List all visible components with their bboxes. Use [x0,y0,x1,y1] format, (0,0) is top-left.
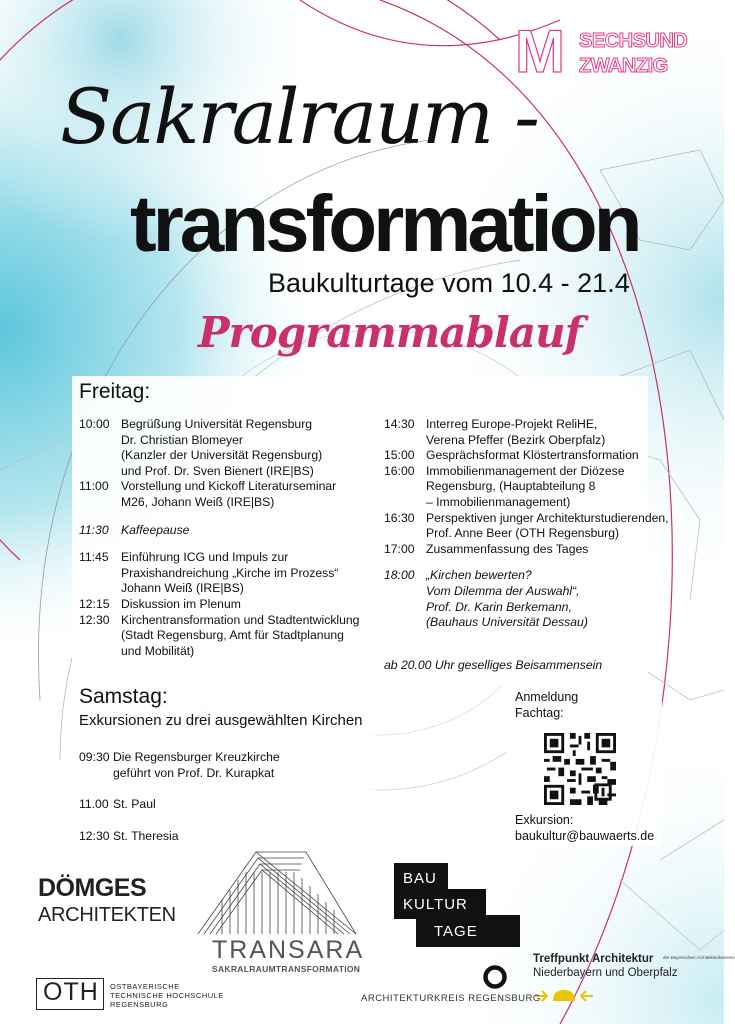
schedule-time: 12:15 [79,597,110,611]
architekturkreis-logo-text: ARCHITEKTURKREIS REGENSBURG [361,993,541,1004]
registration-label-1: Anmeldung [515,690,579,704]
domges-logo-line1: DÖMGES [38,874,147,902]
registration-email[interactable]: baukultur@bauwaerts.de [515,829,655,843]
schedule-description: St. Paul [113,797,156,812]
schedule-description: Einführung ICG und Impuls zur [121,550,289,565]
treffpunkt-logo-line2: Niederbayern und Oberpfalz [533,967,678,979]
baukultur-logo-line2: KULTUR [403,896,468,913]
schedule-time: 15:00 [384,448,415,463]
schedule-description: M26, Johann Weiß (IRE|BS) [121,494,275,509]
schedule-time: 16:00 [384,463,415,478]
schedule-time: 11:30 [79,522,109,537]
saturday-heading: Samstag: [79,685,168,708]
programm-heading: Programmablauf [198,308,582,357]
schedule-description: Vorstellung und Kickoff Literaturseminar [121,479,337,494]
architekturkreis-circle-icon [482,964,508,990]
schedule-description: geführt von Prof. Dr. Kurapkat [113,765,275,780]
schedule-description: und Prof. Dr. Sven Bienert (IRE|BS) [121,463,314,478]
schedule-time: 09:30 [79,750,110,764]
registration-label-3: Exkursion: [515,813,574,827]
schedule-time: 10:00 [79,417,110,431]
baukultur-logo-line1: BAU [403,870,437,887]
title-line-2: transformation [130,179,639,268]
schedule-description: Vom Dilemma der Auswahl“, [426,583,580,598]
schedule-time: 11.00 [79,797,109,812]
oth-logo-line1: OSTBAYERISCHE [110,982,180,991]
schedule-description: „Kirchen bewerten? [426,568,532,583]
qr-code-icon[interactable] [544,733,616,805]
schedule-description: Die Regensburger Kreuzkirche [113,750,280,764]
schedule-description: Prof. Anne Beer (OTH Regensburg) [426,526,620,541]
friday-heading: Freitag: [79,380,151,403]
schedule-description: Praxishandreichung „Kirche im Prozess“ [121,565,339,580]
schedule-time: 12:30 [79,828,110,843]
m26-logo-line1: SECHSUND [579,30,688,52]
oth-logo-line2: TECHNISCHE HOCHSCHULE [110,991,224,1000]
schedule-description: Gesprächsformat Klöstertransformation [426,448,639,463]
treffpunkt-arrows-icon [533,986,595,1006]
baukultur-logo-line3: TAGE [434,923,478,940]
schedule-description: Regensburg, (Hauptabteilung 8 [426,479,596,494]
treffpunkt-logo-line1: Treffpunkt Architektur [533,953,654,965]
schedule-description: Prof. Dr. Karin Berkemann, [426,599,572,614]
schedule-time: 17:00 [384,541,415,556]
m26-logo-letter: M [515,18,565,85]
oth-logo-text: OTH [43,978,99,1006]
schedule-description: – Immobilienmanagement) [426,494,571,509]
schedule-description: Interreg Europe-Projekt ReliHE, [426,417,598,431]
schedule-time: 14:30 [384,417,415,431]
schedule-time: 11:45 [79,550,109,565]
schedule-description: (Bauhaus Universität Dessau) [426,615,588,630]
saturday-subheading: Exkursionen zu drei ausgewählten Kirchen [79,712,363,729]
evening-note: ab 20.00 Uhr geselliges Beisammensein [384,658,603,672]
transara-logo-line1: TRANSARA [212,936,365,964]
schedule-description: Begrüßung Universität Regensburg [121,417,313,431]
schedule-description: Johann Weiß (IRE|BS) [121,581,244,596]
schedule-description: Verena Pfeffer (Bezirk Oberpfalz) [426,432,606,447]
schedule-time: 11:00 [79,479,109,494]
transara-logo-line2: SAKRALRAUMTRANSFORMATION [212,964,361,974]
domges-logo-line2: ARCHITEKTEN [38,904,176,926]
schedule-description: Dr. Christian Blomeyer [121,432,243,447]
treffpunkt-logo-small: der Bayerischen Architektenkammer [663,955,735,960]
oth-logo-line3: REGENSBURG [110,1000,169,1009]
title-line-1: Sakralraum - [60,72,538,161]
m26-logo-line2: ZWANZIG [579,55,668,77]
schedule-time: 16:30 [384,510,415,525]
schedule-description: Immobilienmanagement der Diözese [426,463,625,478]
schedule-description: und Mobilität) [121,643,195,658]
schedule-description: Kaffeepause [121,522,190,537]
schedule-time: 12:30 [79,612,110,627]
schedule-description: Diskussion im Plenum [121,597,241,611]
registration-label-2: Fachtag: [515,706,564,720]
transara-icon [196,848,366,936]
schedule-description: St. Theresia [113,828,179,843]
schedule-description: Zusammenfassung des Tages [426,541,589,556]
schedule-time: 18:00 [384,568,415,583]
schedule-description: (Stadt Regensburg, Amt für Stadtplanung [121,628,344,643]
schedule-description: Perspektiven junger Architekturstudierenden, [426,510,669,525]
subtitle: Baukulturtage vom 10.4 - 21.4 [268,268,630,298]
schedule-description: Kirchentransformation und Stadtentwicklung [121,612,360,627]
schedule-description: (Kanzler der Universität Regensburg) [121,448,323,463]
